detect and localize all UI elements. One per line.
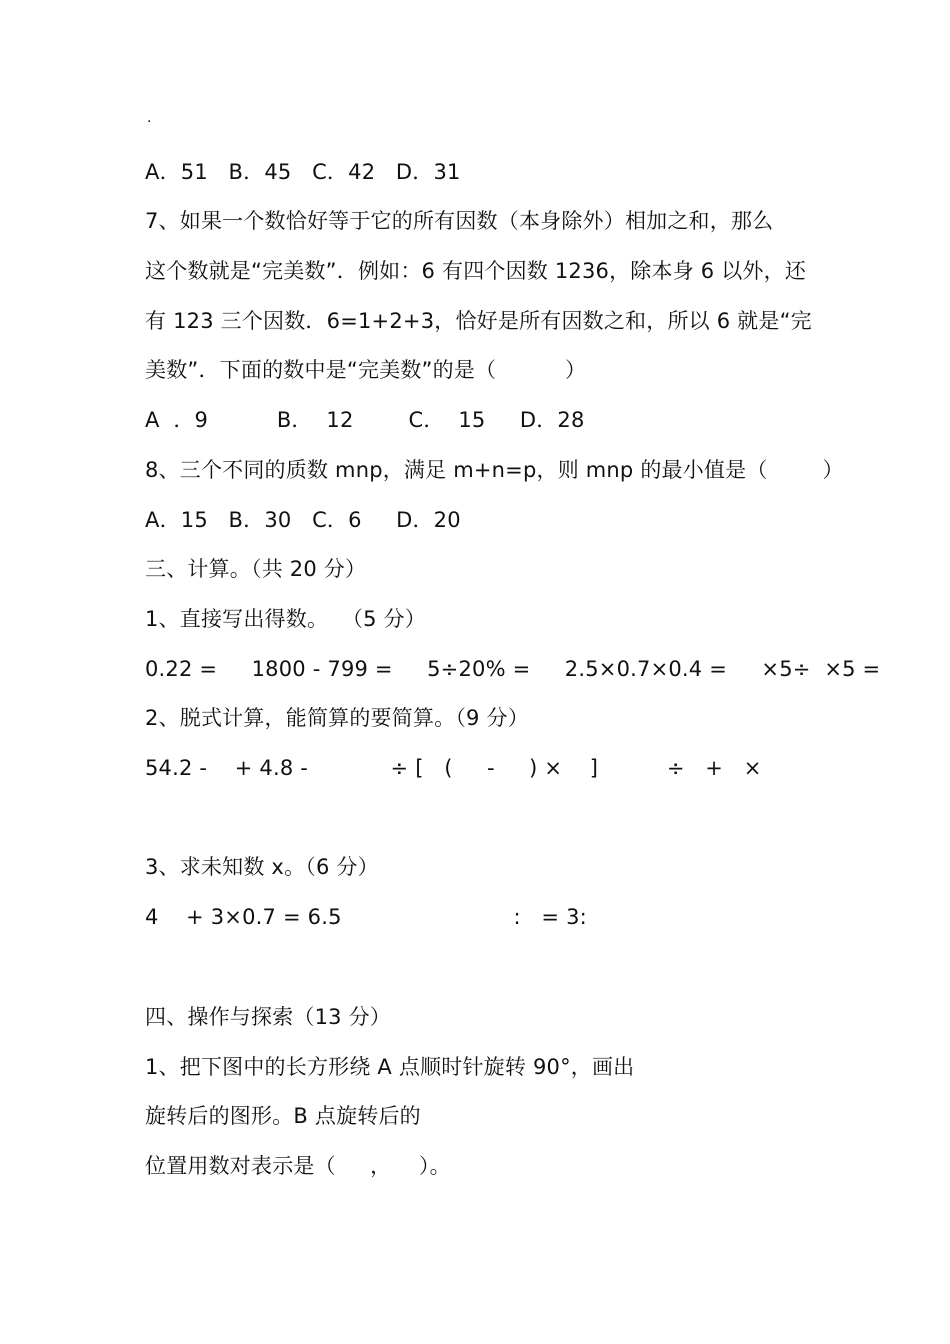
q7-text-line-2: 这个数就是“完美数”．例如：6 有四个因数 1236，除本身 6 以外，还: [145, 259, 807, 283]
section-3-heading: 三、计算。（共 20 分）: [145, 557, 367, 581]
section-4-item-1-line-3: 位置用数对表示是（ ， ）。: [145, 1154, 451, 1178]
q8-text: 8、三个不同的质数 mnp，满足 m+n=p，则 mnp 的最小值是（ ）: [145, 458, 844, 482]
section-3-item-3-heading: 3、求未知数 x。（6 分）: [145, 855, 379, 879]
section-3-item-2-heading: 2、脱式计算，能简算的要简算。（9 分）: [145, 706, 529, 730]
section-4-item-1-line-1: 1、把下图中的长方形绕 A 点顺时针旋转 90°，画出: [145, 1055, 635, 1079]
step-calculation-row: 54.2 - + 4.8 - ÷ [ ( - ) × ] ÷ + ×: [145, 756, 762, 780]
q7-options: A ．9 B． 12 C． 15 D．28: [145, 408, 585, 432]
equation-row: 4 + 3×0.7 = 6.5 : = 3:: [145, 905, 587, 929]
q7-text-line-4: 美数”．下面的数中是“完美数”的是（ ）: [145, 358, 587, 382]
section-4-item-1-line-2: 旋转后的图形。B 点旋转后的: [145, 1104, 421, 1128]
q6-options: A．51 B．45 C．42 D．31: [145, 160, 461, 184]
q7-text-line-1: 7、如果一个数恰好等于它的所有因数（本身除外）相加之和，那么: [145, 209, 774, 233]
section-3-item-1-heading: 1、直接写出得数。 （5 分）: [145, 607, 426, 631]
section-4-heading: 四、操作与探索（13 分）: [145, 1005, 391, 1029]
stray-mark: .: [147, 110, 152, 126]
q7-text-line-3: 有 123 三个因数．6=1+2+3，恰好是所有因数之和，所以 6 就是“完: [145, 309, 812, 333]
q8-options: A．15 B．30 C．6 D．20: [145, 508, 461, 532]
direct-calculation-row: 0.22 = 1800 - 799 = 5÷20% = 2.5×0.7×0.4 = ×5÷ ×5 =: [145, 657, 881, 681]
